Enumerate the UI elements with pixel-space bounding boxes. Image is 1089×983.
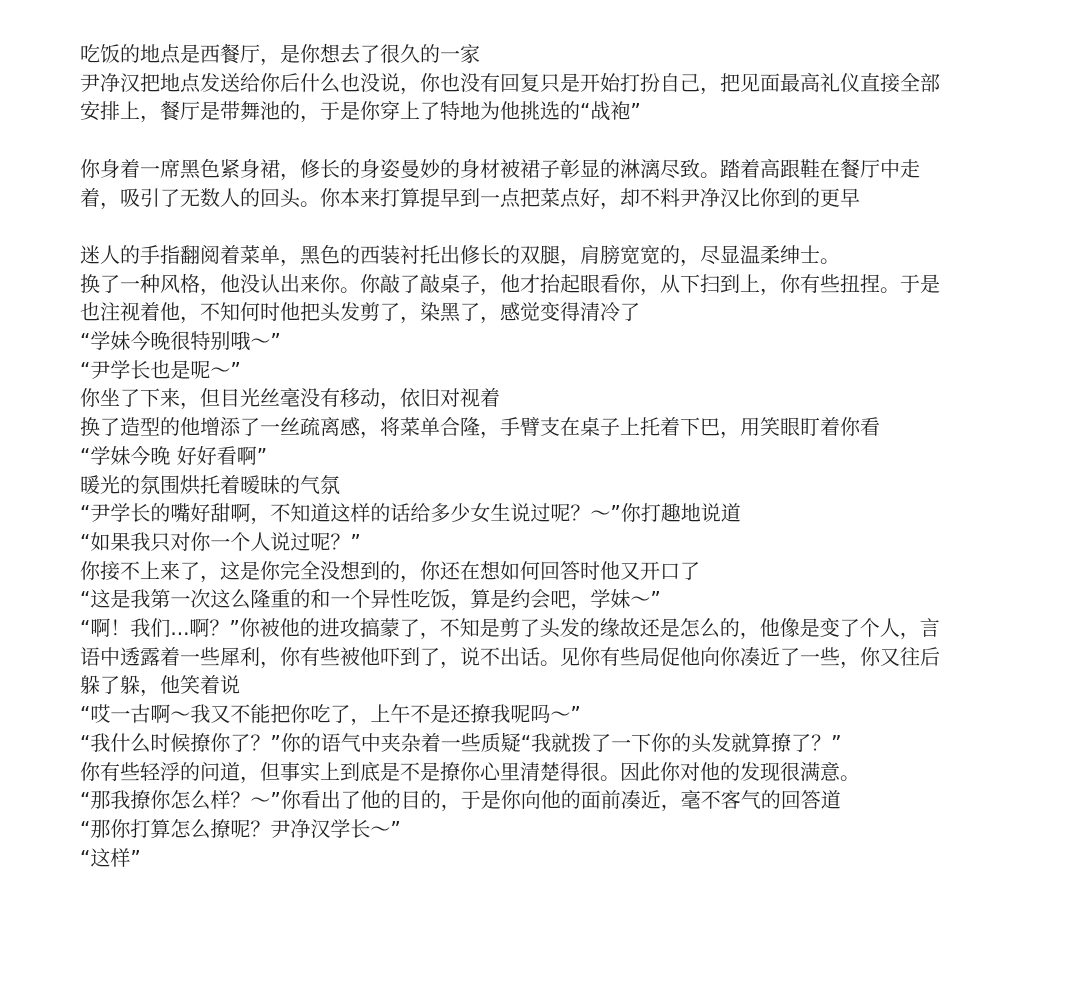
text-line: 尹净汉把地点发送给你后什么也没说，你也没有回复只是开始打扮自己，把见面最高礼仪直接全部 — [80, 70, 940, 95]
text-line: 你身着一席黑色紧身裙，修长的身姿曼妙的身材被裙子彰显的淋漓尽致。踏着高跟鞋在餐厅中走 — [80, 156, 920, 181]
text-line: “哎一古啊～我又不能把你吃了，上午不是还撩我呢吗～” — [80, 702, 581, 727]
text-line: 你有些轻浮的问道，但事实上到底是不是撩你心里清楚得很。因此你对他的发现很满意。 — [80, 759, 860, 784]
text-line: 暖光的氛围烘托着暧昧的气氛 — [80, 472, 340, 497]
text-line: 吃饭的地点是西餐厅，是你想去了很久的一家 — [80, 42, 480, 66]
text-line: 换了一种风格，他没认出来你。你敲了敲桌子，他才抬起眼看你，从下扫到上，你有些扭捏。于是 — [80, 271, 940, 296]
paragraph-gap — [80, 212, 1020, 241]
story-text — [80, 40, 1020, 872]
text-line: “尹学长的嘴好甜啊，不知道这样的话给多少女生说过呢？～”你打趣地说道 — [80, 501, 741, 526]
text-line: 也注视着他，不知何时他把头发剪了，染黑了，感觉变得清冷了 — [80, 300, 640, 325]
text-line: “如果我只对你一个人说过呢？” — [80, 529, 361, 554]
text-line: “那你打算怎么撩呢？尹净汉学长～” — [80, 816, 401, 841]
text-line: “这是我第一次这么隆重的和一个异性吃饭，算是约会吧，学妹～” — [80, 587, 661, 612]
text-line: 换了造型的他增添了一丝疏离感，将菜单合隆，手臂支在桌子上托着下巴，用笑眼盯着你看 — [80, 415, 880, 440]
text-line: “这样” — [80, 845, 141, 870]
text-line: “学妹今晚 好好看啊” — [80, 443, 268, 468]
text-line: “我什么时候撩你了？”你的语气中夹杂着一些质疑“我就拨了一下你的头发就算撩了？” — [80, 730, 842, 755]
text-line: 着，吸引了无数人的回头。你本来打算提早到一点把菜点好，却不料尹净汉比你到的更早 — [80, 185, 860, 210]
text-line: “学妹今晚很特别哦～” — [80, 329, 281, 353]
text-line: “尹学长也是呢～” — [80, 357, 241, 382]
text-line: 你接不上来了，这是你完全没想到的，你还在想如何回答时他又开口了 — [80, 558, 700, 583]
text-line: 安排上，餐厅是带舞池的，于是你穿上了特地为他挑选的“战袍” — [80, 99, 641, 124]
text-line: 迷人的手指翻阅着菜单，黑色的西装衬托出修长的双腿，肩膀宽宽的，尽显温柔绅士。 — [80, 242, 840, 267]
text-line: 你坐了下来，但目光丝毫没有移动，依旧对视着 — [80, 386, 500, 411]
text-line: “那我撩你怎么样？～”你看出了他的目的，于是你向他的面前凑近，毫不客气的回答道 — [80, 788, 841, 813]
text-line: 躲了躲，他笑着说 — [80, 673, 240, 698]
paragraph-gap — [80, 126, 1020, 155]
text-line: 语中透露着一些犀利，你有些被他吓到了，说不出话。见你有些局促他向你凑近了一些，你又往后 — [80, 644, 940, 669]
text-line: “啊！我们...啊？”你被他的进攻搞蒙了，不知是剪了头发的缘故还是怎么的，他像是变了个人，言 — [80, 616, 940, 641]
